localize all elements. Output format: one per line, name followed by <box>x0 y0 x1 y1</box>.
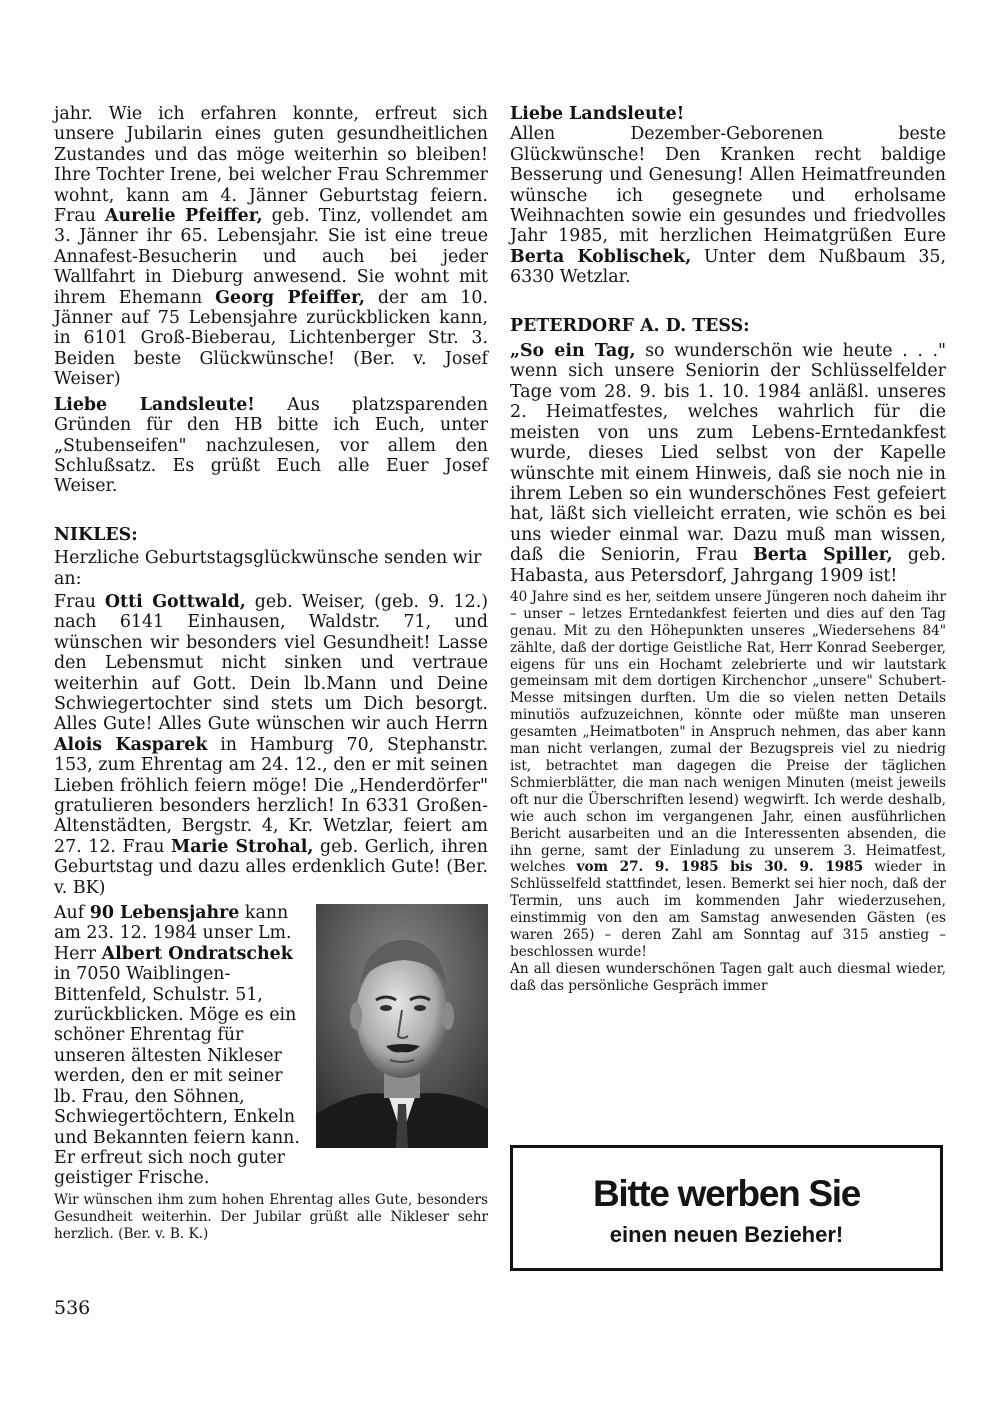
paragraph-90-lebensjahre: Auf 90 Lebensjahre kann am 23. 12. 1984 unser Lm. Herr Albert Ondratschek in 7050 Waiblingen-Bittenfeld, Schulstr. 51, zurückblicken. Möge es ein schöner Ehrentag für unseren ältesten Nikleser werden, den er mit seiner lb. Frau, den Söhnen, Schwiegertöchtern, Enkeln und Bekannten feiern kann. Er erfreut sich noch guter geistiger Frische. <box>54 903 300 1189</box>
left-column <box>54 104 488 1242</box>
name-albert-ondratschek: Albert Ondratschek <box>101 943 293 964</box>
paragraph-closing-wishes: Wir wünschen ihm zum hohen Ehrentag alles Gute, besonders Gesundheit weiterhin. Der Jubilar grüßt alle Nikleser sehr herzlich. (Ber. v. B. K.) <box>54 1191 488 1242</box>
name-berta-koblischek: Berta Koblischek, <box>510 246 692 267</box>
section-heading-peterdorf: PETERDORF A. D. TESS: <box>510 315 750 336</box>
paragraph-december-greetings: Allen Dezember-Geborenen beste Glückwünsche! Den Kranken recht baldige Besserung und Genesung! Allen Heimatfreunden wünsche ich gesegnete und erholsame Weihnachten sowie ein gesundes und friedvolles Jahr 1985, mit herzlichen Heimatgrüßen Eure Berta Koblischek, Unter dem Nußbaum 35, 6330 Wetzlar. <box>510 124 947 288</box>
paragraph-liebe-landsleute-weiser: Liebe Landsleute! Aus platzsparenden Gründen für den HB bitte ich Euch, unter „Stubenseifen" nachzulesen, vor allem den Schlußsatz. Es grüßt Euch alle Euer Josef Weiser. <box>54 394 488 497</box>
paragraph-birthday-wishes: Frau Otti Gottwald, geb. Weiser, (geb. 9. 12.) nach 6141 Einhausen, Waldstr. 71, und wünschen wir besonders viel Gesundheit! Lasse den Lebensmut nicht sinken und vertraue weiterhin auf Gott. Dein lb.Mann und Deine Schwiegertochter sind stets um Dich besorgt. Alles Gute! Alles Gute wünschen wir auch Herrn Alois Kasparek in Hamburg 70, Stephanstr. 153, zum Ehrentag am 24. 12., den er mit seinen Lieben fröhlich feiern möge! Die „Henderdörfer" gratulieren besonders herzlich! In 6331 Großen-Altenstädten, Bergstr. 4, Kr. Wetzlar, feiert am 27. 12. Frau Marie Strohal, geb. Gerlich, ihren Geburtstag und dazu alles erdenklich Gute! (Ber. v. BK) <box>54 591 489 898</box>
section-heading-nikles: NIKLES: <box>54 524 138 545</box>
paragraph-an-all-diesen: An all diesen wunderschönen Tagen galt auch diesmal wieder, daß das persönliche Gespräch immer <box>510 960 946 994</box>
portrait-illustration <box>316 904 488 1148</box>
advertisement-box <box>510 1145 943 1271</box>
paragraph-so-ein-tag: „So ein Tag, so wunderschön wie heute . . ." wenn sich unsere Seniorin der Schlüsselfelder Tage vom 28. 9. bis 1. 10. 1984 anläßl. unseres 2. Heimatfestes, welches wahrlich für die meisten von uns zum Lebens-Erntedankfest wurde, dieses Lied selbst von der Kapelle wünschte mit einem Hinweis, daß sie noch nie in ihrem Leben so ein wunderschönes Fest gefeiert hat, läßt sich vielleicht erraten, wie schön es bei uns wieder einmal war. Dazu muß man wissen, daß die Seniorin, Frau Berta Spiller, geb. Habasta, aus Petersdorf, Jahrgang 1909 ist! <box>510 341 946 586</box>
paragraph-40-jahre: 40 Jahre sind es her, seitdem unsere Jüngeren noch daheim ihr – unser – letzes Erntedankfest feierten und dies auf den Tag genau. Mit zu den Höhepunkten unseres „Wiedersehens 84" zählte, daß der dortige Geistliche Rat, Herr Konrad Seeberger, eigens für uns ein Hochamt zelebrierte und wir lautstark gemeinsam mit dem dortigen Kirchenchor „unsere" Schubert-Messe mitsingen durften. Um die so vielen netten Details minutiös aufzuzeichnen, könnte oder müßte man unseren gesamten „Heimatboten" in Anspruch nehmen, das aber kann man nicht verlangen, zumal der Bezugspreis viel zu niedrig ist, betrachtet man dagegen die Preise der täglichen Schmierblätter, die man nach wenigen Minuten (meist jeweils oft nur die Überschriften lesend) wegwirft. Ich werde deshalb, wie auch schon im vergangenen Jahr, einen ausführlichen Bericht ausarbeiten und an die Interessenten absenden, die ihn gerne, samt der Einladung zu unserem 3. Heimatfest, welches vom 27. 9. 1985 bis 30. 9. 1985 wieder in Schlüsselfeld stattfindet, lesen. Bemerkt sei hier noch, daß der Termin, uns auch im kommenden Jahr wiederzusehen, einstimmig von den am Samstag anwesenden Gästen (es waren 265) – deren Zahl am Sonntag auf 315 anstieg – beschlossen wurde! <box>510 588 946 960</box>
name-berta-spiller: Berta Spiller, <box>753 545 893 566</box>
paragraph-jubilarin: jahr. Wie ich erfahren konnte, erfreut sich unsere Jubilarin eines guten gesundheitlichen Zustandes und das möge weiterhin so bleiben! Ihre Tochter Irene, bei welcher Frau Schremmer wohnt, kann am 4. Jänner Geburtstag feiern. Frau Aurelie Pfeiffer, geb. Tinz, vollendet am 3. Jänner ihr 65. Lebensjahr. Sie ist eine treue Annafest-Besucherin und auch bei jeder Wallfahrt in Dieburg anwesend. Sie wohnt mit ihrem Ehemann Georg Pfeiffer, der am 10. Jänner auf 75 Lebensjahre zurückblicken kann, in 6101 Groß-Bieberau, Lichtenberger Str. 3. Beiden beste Glückwünsche! (Ber. v. Josef Weiser) <box>54 104 488 390</box>
ad-headline: Bitte werben Sie <box>592 1173 861 1214</box>
greeting-heading: Liebe Landsleute! <box>510 104 685 124</box>
name-georg-pfeiffer: Georg Pfeiffer, <box>215 287 365 308</box>
page-number: 536 <box>54 1297 91 1319</box>
portrait-photo-albert-ondratschek <box>316 904 488 1148</box>
name-aurelie-pfeiffer: Aurelie Pfeiffer, <box>104 206 263 227</box>
nikles-intro: Herzliche Geburtstagsglückwünsche senden wir an: <box>54 548 482 589</box>
right-column <box>510 104 946 995</box>
ad-subline: einen neuen Bezieher! <box>609 1222 844 1247</box>
